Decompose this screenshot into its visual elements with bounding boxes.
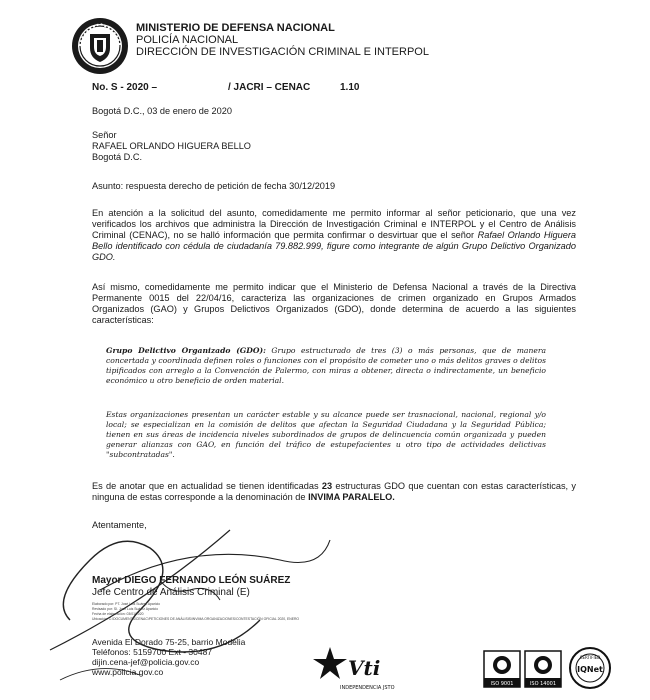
recipient-salutation: Señor [92, 130, 117, 140]
gdo-count: 23 [321, 481, 333, 491]
iqnet-certified-label: CERTIFIED [579, 655, 601, 660]
small-print-line1: Elaborado por: PT. José Luis Suárez Aparicio [92, 602, 161, 606]
vti-brand-logo-icon [312, 645, 402, 693]
gdo-term: Grupo Delictivo Organizado (GDO): [106, 346, 266, 355]
vti-brand-subtitle: INDEPENDENCIA JSTO [340, 685, 395, 691]
small-print-line3: Fecha de elaboración: 03/01/2020 [92, 612, 144, 616]
paragraph-3-middle: estructuras GDO que cuentan con estas características, y ninguna de estas corresponde a la denominación de [92, 481, 576, 502]
small-print-line2: Revisado por: SI. José Luis Suárez Aparicio [92, 607, 158, 611]
iqnet-logo [568, 646, 612, 690]
iso-14001-logo [524, 650, 562, 688]
ministry-name: MINISTERIO DE DEFENSA NACIONAL [136, 22, 335, 34]
directorate-name: DIRECCIÓN DE INVESTIGACIÓN CRIMINAL E INTERPOL [136, 46, 429, 58]
police-name: POLICÍA NACIONAL [136, 34, 239, 46]
footer-phone: Teléfonos: 5159700 Ext - 30487 [92, 647, 213, 657]
signature-block [92, 575, 290, 599]
footer-email: dijin.cena-jef@policia.gov.co [92, 657, 200, 667]
reference-office: / JACRI – CENAC [228, 82, 311, 93]
vti-brand-text: Vti [348, 656, 381, 680]
signer-name: Mayor DIEGO FERNANDO LEÓN SUÁREZ [92, 575, 291, 586]
iqnet-label: IQNet [577, 665, 603, 674]
gdo-definition-text: Grupo estructurado de tres (3) o más personas, que de manera concertada y coordinada definen roles o funciones con el propósito de cometer uno o más delitos graves o delitos tipificados con arreglo a la Convención de Palermo, con miras a obtener, directa o indirectamente, un beneficio económico u otro beneficio de orden material. [106, 346, 546, 385]
paragraph-3-before: Es de anotar que en actualidad se tienen identificadas [92, 481, 322, 491]
subject-line: Asunto: respuesta derecho de petición de fecha 30/12/2019 [92, 181, 336, 191]
footer [92, 637, 245, 677]
iso-9001-logo [483, 650, 521, 688]
paragraph-2: Así mismo, comedidamente me permito indicar que el Ministerio de Defensa Nacional a través de la Directiva Permanente 0015 del 22/04/16, caracteriza las organizaciones de crimen organizado en Grupos Armados Organizados (GAO) y Grupos Delictivos Organizados (GDO), donde determina de acuerdo a las siguientes características: [92, 282, 576, 325]
recipient-city: Bogotá D.C. [92, 152, 143, 162]
signer-title: Jefe Centro de Análisis Criminal (E) [92, 587, 250, 598]
closing: Atentamente, [92, 520, 147, 530]
iso-9001-label: ISO 9001 [490, 681, 514, 687]
paragraph-1-text: En atención a la solicitud del asunto, comedidamente me permito informar al señor peticionario, que una vez verificados los archivos que administra la Dirección de Investigación Criminal e INTERPOL y el Centro de Análisis Criminal (CENAC), no se halló información que permita confirmar o desvirtuar que el señor [92, 208, 576, 240]
police-seal-icon [70, 16, 130, 76]
iso-14001-label: ISO 14001 [529, 681, 557, 687]
footer-web: www.policia.gov.co [92, 667, 164, 677]
investigated-name: INVIMA PARALELO. [308, 492, 395, 502]
date-line: Bogotá D.C., 03 de enero de 2020 [92, 106, 232, 116]
small-print-line4: Ubicación: C:\DOCUMENTS\CENAC\PETICIONES DE ANÁLISIS\INVIMA ORGANIZACIONES\CONTESTACIÓN OFICIAL 2020, ENERO [92, 617, 300, 621]
paragraph-1 [92, 208, 576, 263]
small-print [92, 602, 299, 622]
footer-address: Avenida El Dorado 75-25, barrio Modelia [92, 637, 246, 647]
recipient-block [92, 130, 251, 163]
gdo-definition [106, 346, 546, 386]
paragraph-1-italic: Rafael Orlando Higuera Bello identificado con cédula de ciudadanía 79.882.999, figure como integrante de algún Grupo Delictivo Organizado GDO. [92, 230, 577, 262]
reference-code: 1.10 [340, 82, 360, 93]
recipient-name: RAFAEL ORLANDO HIGUERA BELLO [92, 141, 251, 151]
gdo-characteristics: Estas organizaciones presentan un carácter estable y su alcance puede ser trasnacional, nacional, regional y/o local; se especializan en la comisión de delitos que afectan la Seguridad Ciudadana y la Seguridad Pública; tienen en sus áreas de incidencia niveles subordinados de grupos de delincuencia común organizada y pueden generar alianzas con GAO, en función del tráfico de estupefacientes u otro tipo de actividades delictivas "subcontratadas". [106, 410, 546, 459]
reference-number: No. S - 2020 – [92, 82, 158, 93]
letterhead [136, 22, 429, 58]
